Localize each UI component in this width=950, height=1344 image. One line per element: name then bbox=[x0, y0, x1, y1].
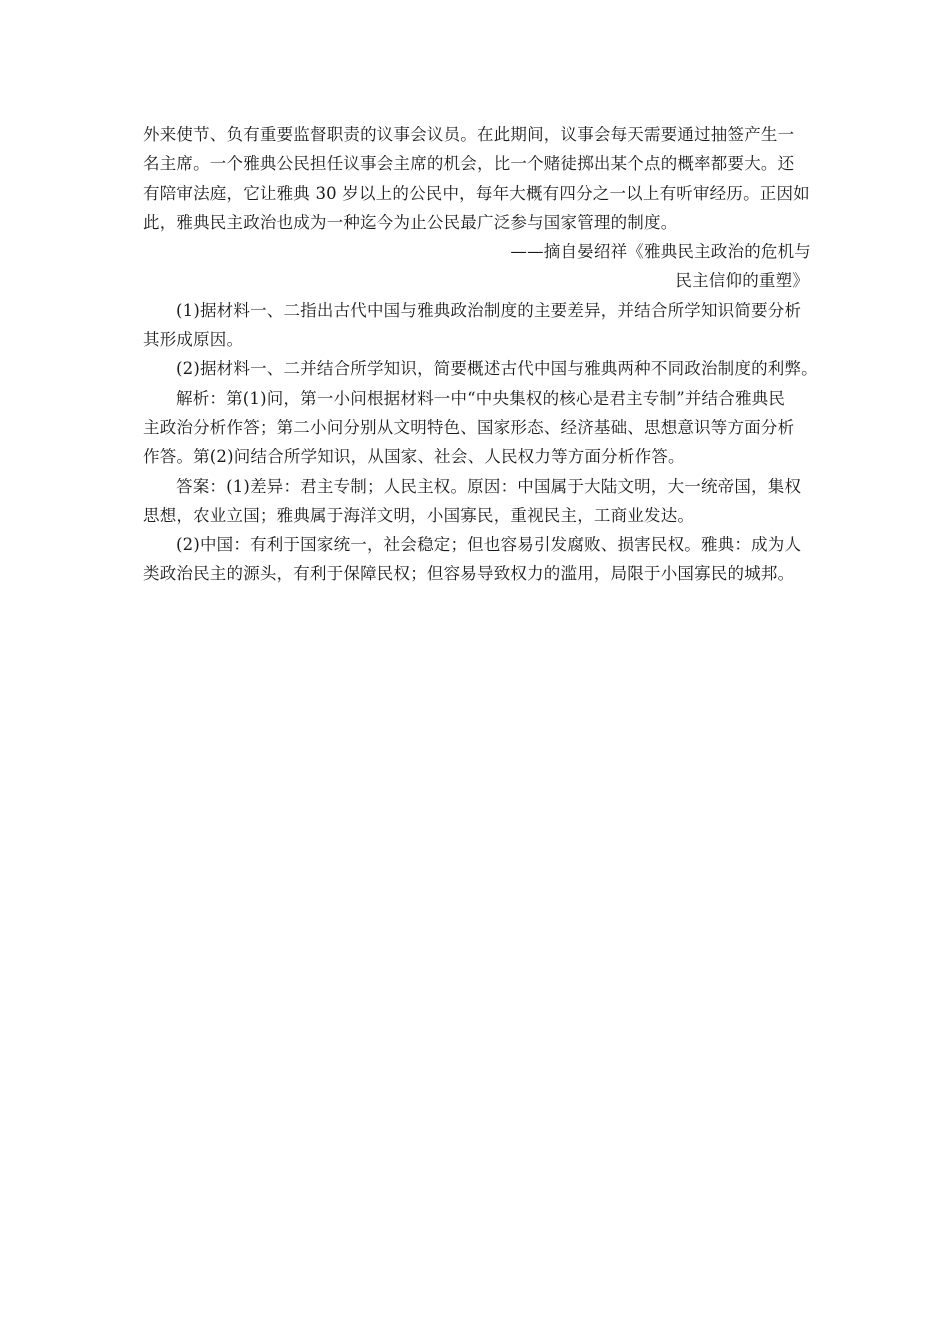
text-line: 类政治民主的源头，有利于保障民权；但容易导致权力的滥用，局限于小国寡民的城邦。 bbox=[143, 564, 795, 584]
text-line: 有陪审法庭，它让雅典 30 岁以上的公民中，每年大概有四分之一以上有听审经历。正因如 bbox=[143, 183, 810, 203]
citation-line: 民主信仰的重塑》 bbox=[675, 271, 809, 291]
document-page bbox=[143, 120, 818, 589]
material-two-paragraph bbox=[143, 120, 811, 237]
text-line: 答案：(1)差异：君主专制；人民主权。原因：中国属于大陆文明，大一统帝国，集权 bbox=[176, 476, 802, 496]
text-line: 解析：第(1)问，第一小问根据材料一中“中央集权的核心是君主专制”并结合雅典民 bbox=[176, 388, 786, 408]
text-line: 其形成原因。 bbox=[143, 330, 244, 350]
answer-paragraph-1 bbox=[143, 472, 811, 531]
text-line: 思想，农业立国；雅典属于海洋文明，小国寡民，重视民主，工商业发达。 bbox=[143, 505, 695, 525]
text-line: (2)据材料一、二并结合所学知识，简要概述古代中国与雅典两种不同政治制度的利弊。 bbox=[176, 359, 818, 379]
text-line: 主政治分析作答；第二小问分别从文明特色、国家形态、经济基础、思想意识等方面分析 bbox=[143, 417, 795, 437]
text-line: 外来使节、负有重要监督职责的议事会议员。在此期间，议事会每天需要通过抽签产生一 bbox=[143, 125, 795, 144]
question-2 bbox=[143, 354, 818, 383]
text-line: 名主席。一个雅典公民担任议事会主席的机会，比一个赌徒掷出某个点的概率都要大。还 bbox=[143, 154, 795, 174]
text-line: (2)中国：有利于国家统一，社会稳定；但也容易引发腐败、损害民权。雅典：成为人 bbox=[176, 535, 802, 555]
question-1 bbox=[143, 296, 811, 355]
answer-paragraph-2 bbox=[143, 530, 811, 589]
text-line: (1)据材料一、二指出古代中国与雅典政治制度的主要差异，并结合所学知识简要分析 bbox=[176, 300, 802, 320]
citation-line: ——摘自晏绍祥《雅典民主政治的危机与 bbox=[510, 242, 811, 262]
text-line: 作答。第(2)问结合所学知识，从国家、社会、人民权力等方面分析作答。 bbox=[143, 447, 685, 467]
text-line: 此，雅典民主政治也成为一种迄今为止公民最广泛参与国家管理的制度。 bbox=[143, 212, 678, 232]
source-citation bbox=[143, 237, 811, 296]
analysis-paragraph bbox=[143, 384, 811, 472]
